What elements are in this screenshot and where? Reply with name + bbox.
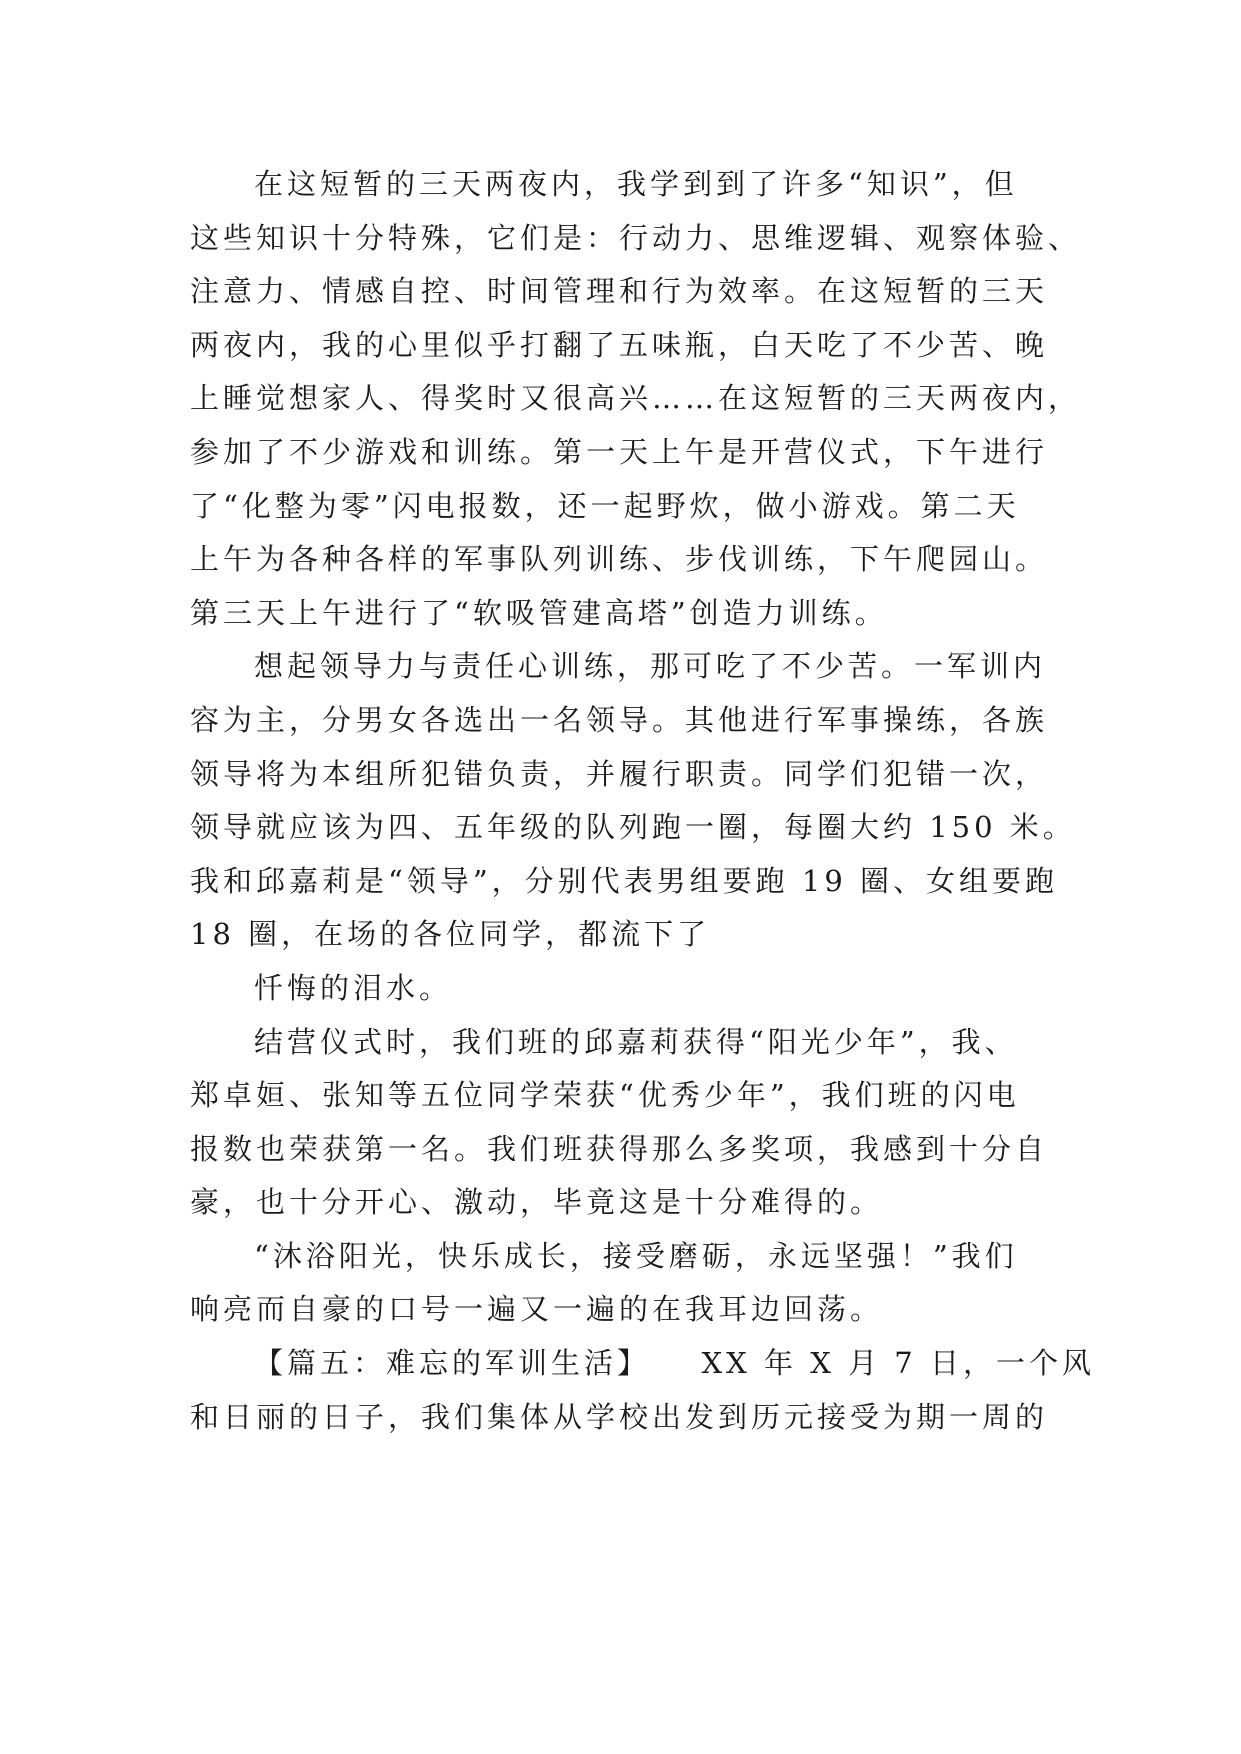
text-line: 领导将为本组所犯错负责，并履行职责。同学们犯错一次，	[190, 756, 1049, 791]
text-line: 【篇五：难忘的军训生活】 XX 年 X 月 7 日，一个风	[254, 1346, 1095, 1381]
text-line: 18 圈，在场的各位同学，都流下了	[190, 917, 711, 952]
text-line: 注意力、情感自控、时间管理和行为效率。在这短暂的三天	[190, 274, 1049, 309]
text-line: 我和邱嘉莉是“领导”，分别代表男组要跑 19 圈、女组要跑	[190, 863, 1058, 898]
text-line: 领导就应该为四、五年级的队列跑一圈，每圈大约 150 米。	[190, 810, 1076, 845]
text-line: 在这短暂的三天两夜内，我学到到了许多“知识”，但	[254, 167, 1018, 201]
text-line: “沐浴阳光，快乐成长，接受磨砺，永远坚强！”我们	[254, 1238, 1018, 1273]
text-line: 上午为各种各样的军事队列训练、步伐训练，下午爬园山。	[190, 542, 1049, 577]
document-body	[190, 158, 1095, 1444]
text-line: 参加了不少游戏和训练。第一天上午是开营仪式，下午进行	[190, 434, 1049, 469]
text-line: 容为主，分男女各选出一名领导。其他进行军事操练，各族	[190, 702, 1049, 737]
text-line: 结营仪式时，我们班的邱嘉莉获得“阳光少年”，我、	[254, 1024, 1018, 1059]
text-line: 两夜内，我的心里似乎打翻了五味瓶，白天吃了不少苦、晚	[190, 327, 1049, 362]
text-line: 第三天上午进行了“软吸管建高塔”创造力训练。	[190, 595, 888, 630]
text-line: 报数也荣获第一名。我们班获得那么多奖项，我感到十分自	[190, 1131, 1049, 1166]
text-line: 上睡觉想家人、得奖时又很高兴……在这短暂的三天两夜内，	[190, 381, 1082, 416]
text-line: 响亮而自豪的口号一遍又一遍的在我耳边回荡。	[190, 1292, 884, 1327]
text-line: 这些知识十分特殊，它们是：行动力、思维逻辑、观察体验、	[190, 220, 1082, 255]
text-line: 忏悔的泪水。	[254, 970, 453, 1005]
text-line: 想起领导力与责任心训练，那可吃了不少苦。一军训内	[254, 649, 1047, 684]
text-line: 和日丽的日子，我们集体从学校出发到历元接受为期一周的	[190, 1399, 1049, 1434]
text-line: 郑卓姮、张知等五位同学荣获“优秀少年”，我们班的闪电	[190, 1078, 1020, 1113]
text-line: 了“化整为零”闪电报数，还一起野炊，做小游戏。第二天	[190, 488, 1020, 523]
text-line: 豪，也十分开心、激动，毕竟这是十分难得的。	[190, 1185, 884, 1220]
